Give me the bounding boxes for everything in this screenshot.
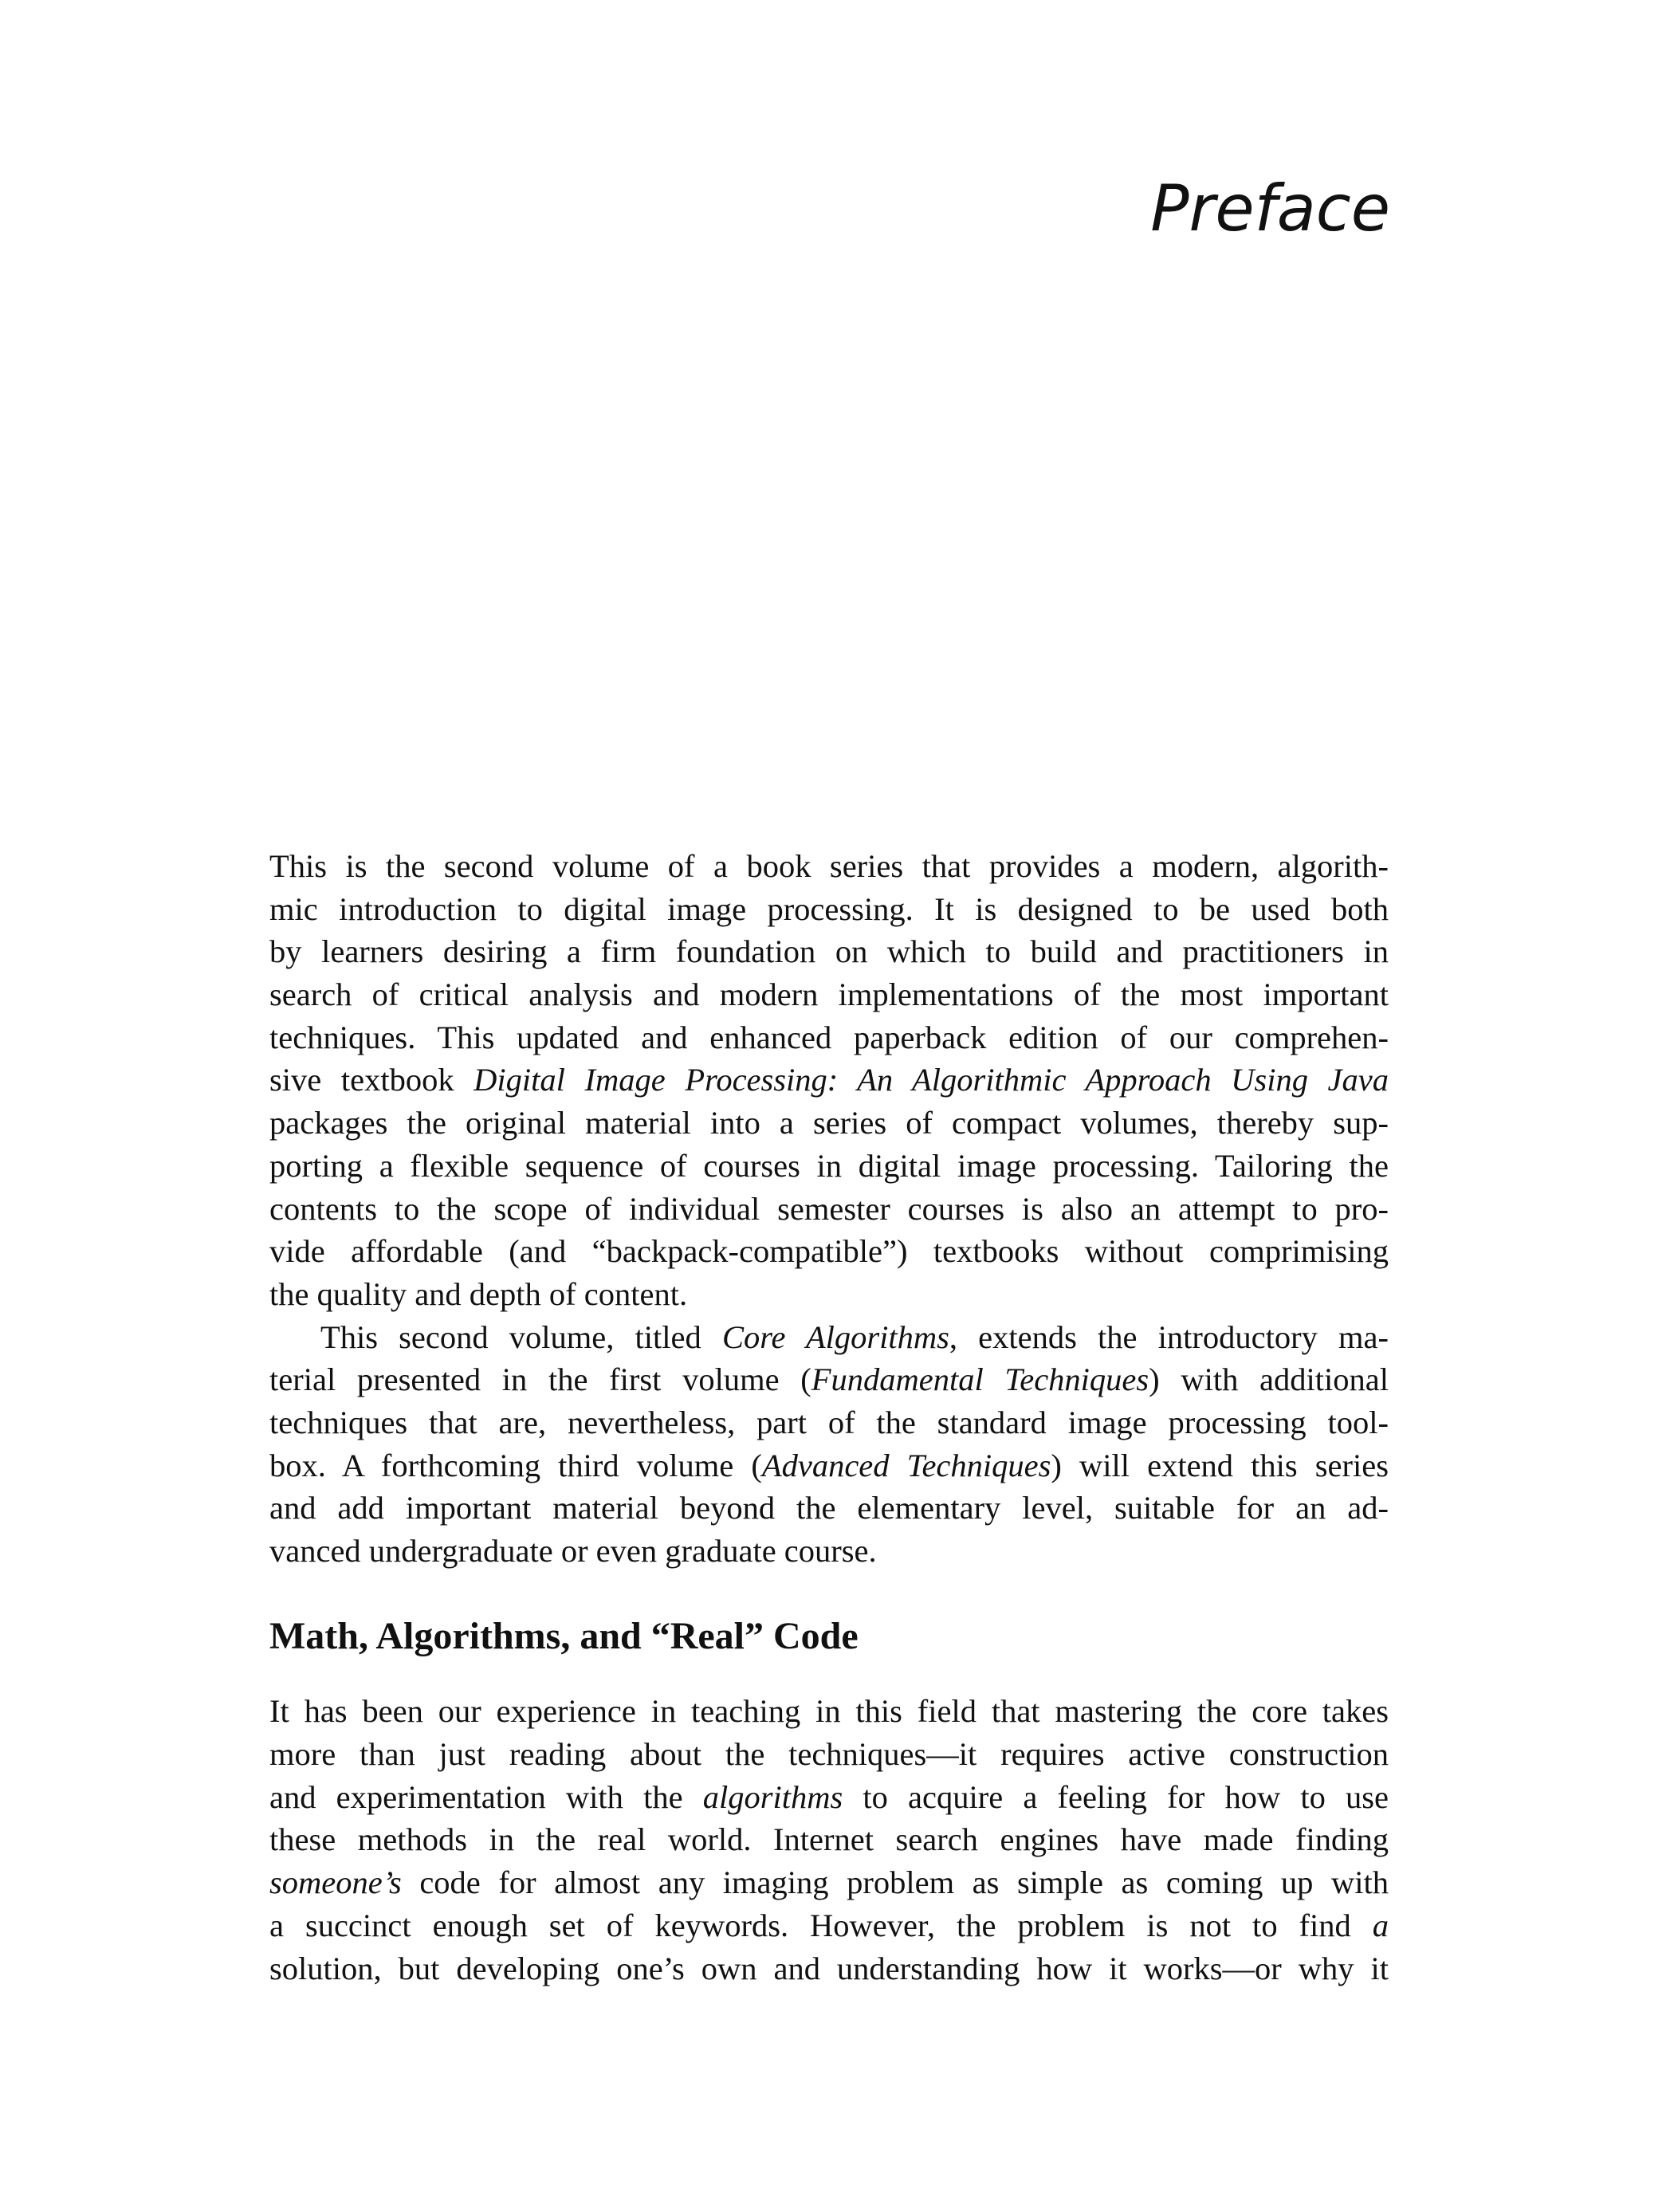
text-run: terial presented in the first volume ( bbox=[269, 1361, 811, 1398]
text-run: ) with additional bbox=[1149, 1361, 1389, 1398]
text-run: these methods in the real world. Internet search engines have made finding bbox=[269, 1821, 1389, 1858]
text-line bbox=[269, 1818, 1389, 1861]
italic-text: someone’s bbox=[269, 1864, 402, 1901]
text-run: This is the second volume of a book series that provides a modern, algorith- bbox=[269, 848, 1389, 884]
chapter-title: Preface bbox=[1150, 171, 1390, 246]
text-line bbox=[269, 1487, 1389, 1530]
text-run: solution, but developing one’s own and understanding how it works—or why it bbox=[269, 1950, 1389, 1986]
italic-text: Core Algorithms bbox=[721, 1318, 949, 1355]
text-line bbox=[269, 1230, 1389, 1273]
text-run: more than just reading about the techniques—it requires active construction bbox=[269, 1736, 1389, 1773]
text-run: packages the original material into a series of compact volumes, thereby sup- bbox=[269, 1105, 1389, 1141]
text-line bbox=[269, 1530, 1389, 1573]
text-line bbox=[269, 1401, 1389, 1444]
section-heading: Math, Algorithms, and “Real” Code bbox=[269, 1614, 859, 1657]
text-line bbox=[269, 1188, 1389, 1231]
text-line bbox=[269, 1059, 1389, 1102]
text-line bbox=[269, 845, 1389, 888]
text-run: code for almost any imaging problem as simple as coming up with bbox=[401, 1864, 1389, 1901]
paragraph bbox=[269, 845, 1389, 1316]
text-run: contents to the scope of individual semester courses is also an attempt to pro- bbox=[269, 1190, 1389, 1227]
italic-text: Fundamental Techniques bbox=[811, 1361, 1149, 1398]
text-line bbox=[269, 1776, 1389, 1819]
text-run: a succinct enough set of keywords. However, the problem is not to find bbox=[269, 1907, 1373, 1943]
text-line bbox=[269, 1145, 1389, 1188]
text-run: techniques. This updated and enhanced paperback edition of our comprehen- bbox=[269, 1019, 1389, 1055]
italic-text: Digital Image Processing: An Algorithmic Approach Using Java bbox=[474, 1062, 1389, 1098]
text-run: It has been our experience in teaching in this field that mastering the core takes bbox=[269, 1693, 1389, 1730]
text-line bbox=[269, 1444, 1389, 1487]
text-line bbox=[269, 1358, 1389, 1401]
text-line bbox=[269, 1102, 1389, 1145]
text-run: and experimentation with the bbox=[269, 1778, 703, 1815]
text-run: the quality and depth of content. bbox=[269, 1275, 688, 1312]
text-line bbox=[269, 973, 1389, 1016]
text-run: mic introduction to digital image processing. It is designed to be used both bbox=[269, 890, 1389, 927]
italic-text: a bbox=[1372, 1907, 1389, 1943]
text-run: box. A forthcoming third volume ( bbox=[269, 1447, 762, 1483]
body-text bbox=[269, 845, 1389, 1990]
text-line bbox=[269, 1861, 1389, 1904]
text-line bbox=[269, 1947, 1389, 1990]
text-line bbox=[269, 1733, 1389, 1776]
text-run: ) will extend this series bbox=[1051, 1447, 1389, 1483]
text-line bbox=[269, 930, 1389, 973]
text-run: sive textbook bbox=[269, 1062, 474, 1098]
text-run: search of critical analysis and modern implementations of the most important bbox=[269, 976, 1389, 1013]
text-line bbox=[269, 1316, 1389, 1359]
text-run: by learners desiring a firm foundation on which to build and practitioners in bbox=[269, 933, 1389, 970]
text-run: and add important material beyond the elementary level, suitable for an ad- bbox=[269, 1490, 1389, 1526]
text-line bbox=[269, 1904, 1389, 1947]
text-line bbox=[269, 1016, 1389, 1059]
text-line bbox=[269, 888, 1389, 931]
paragraph bbox=[269, 1316, 1389, 1573]
italic-text: algorithms bbox=[702, 1778, 843, 1815]
text-run: , extends the introductory ma- bbox=[949, 1318, 1389, 1355]
text-run: vanced undergraduate or even graduate course. bbox=[269, 1533, 877, 1569]
italic-text: Advanced Techniques bbox=[761, 1447, 1051, 1483]
text-run: This second volume, titled bbox=[320, 1318, 722, 1355]
text-run: to acquire a feeling for how to use bbox=[843, 1778, 1389, 1815]
text-run: techniques that are, nevertheless, part of the standard image processing tool- bbox=[269, 1404, 1389, 1440]
text-run: vide affordable (and “backpack-compatible”) textbooks without comprimising bbox=[269, 1233, 1389, 1270]
text-line bbox=[269, 1273, 1389, 1316]
paragraph bbox=[269, 1690, 1389, 1990]
text-line bbox=[269, 1690, 1389, 1733]
text-run: porting a flexible sequence of courses in digital image processing. Tailoring the bbox=[269, 1147, 1389, 1184]
